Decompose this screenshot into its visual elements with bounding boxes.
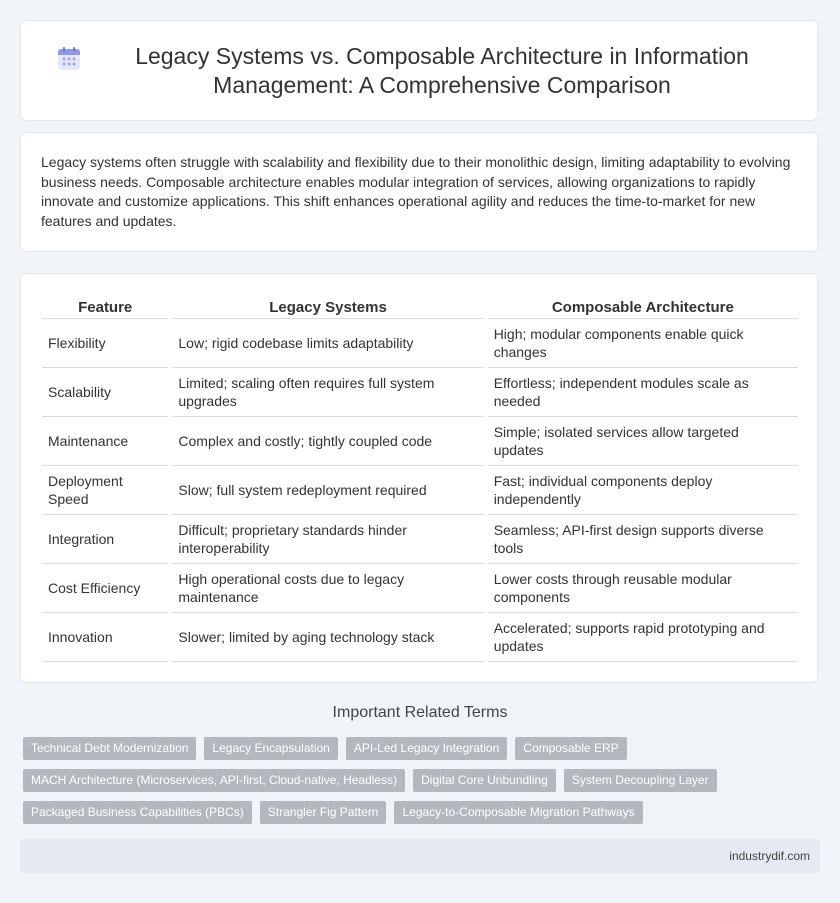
feature-cell: Innovation bbox=[42, 613, 170, 662]
header-card bbox=[20, 20, 818, 121]
related-term-tag[interactable]: Technical Debt Modernization bbox=[23, 737, 196, 760]
footer-site-link[interactable]: industrydif.com bbox=[729, 849, 810, 863]
related-term-tag[interactable]: Legacy-to-Composable Migration Pathways bbox=[394, 801, 642, 824]
related-term-tag[interactable]: System Decoupling Layer bbox=[564, 769, 717, 792]
legacy-cell: Slow; full system redeployment required bbox=[170, 466, 485, 515]
composable-cell: Simple; isolated services allow targeted updates bbox=[486, 417, 798, 466]
related-terms-list bbox=[23, 737, 803, 824]
legacy-cell: Low; rigid codebase limits adaptability bbox=[170, 319, 485, 368]
related-terms-title: Important Related Terms bbox=[332, 704, 508, 721]
feature-cell: Cost Efficiency bbox=[42, 564, 170, 613]
composable-cell: Seamless; API-first design supports diverse tools bbox=[486, 515, 798, 564]
related-term-tag[interactable]: Composable ERP bbox=[515, 737, 626, 760]
header-legacy-systems: Legacy Systems bbox=[170, 294, 485, 319]
calendar-icon bbox=[56, 46, 82, 72]
footer bbox=[20, 839, 820, 873]
related-term-tag[interactable]: Legacy Encapsulation bbox=[204, 737, 337, 760]
header-composable-architecture: Composable Architecture bbox=[486, 294, 798, 319]
feature-cell: Deployment Speed bbox=[42, 466, 170, 515]
related-term-tag[interactable]: Packaged Business Capabilities (PBCs) bbox=[23, 801, 252, 824]
table-row bbox=[42, 466, 798, 515]
intro-card bbox=[20, 132, 818, 252]
composable-cell: Accelerated; supports rapid prototyping and updates bbox=[486, 613, 798, 662]
related-term-tag[interactable]: API-Led Legacy Integration bbox=[346, 737, 507, 760]
feature-cell: Integration bbox=[42, 515, 170, 564]
legacy-cell: Slower; limited by aging technology stack bbox=[170, 613, 485, 662]
page-title: Legacy Systems vs. Composable Architecture in Information Management: A Comprehensive Comparison bbox=[135, 42, 749, 98]
related-term-tag[interactable]: Strangler Fig Pattern bbox=[260, 801, 387, 824]
comparison-table-card bbox=[20, 273, 818, 683]
related-term-tag[interactable]: Digital Core Unbundling bbox=[413, 769, 556, 792]
feature-cell: Flexibility bbox=[42, 319, 170, 368]
table-row bbox=[42, 515, 798, 564]
legacy-cell: Limited; scaling often requires full system upgrades bbox=[170, 368, 485, 417]
composable-cell: High; modular components enable quick changes bbox=[486, 319, 798, 368]
table-row bbox=[42, 319, 798, 368]
table-row bbox=[42, 368, 798, 417]
composable-cell: Effortless; independent modules scale as needed bbox=[486, 368, 798, 417]
composable-cell: Fast; individual components deploy independently bbox=[486, 466, 798, 515]
legacy-cell: High operational costs due to legacy maintenance bbox=[170, 564, 485, 613]
related-term-tag[interactable]: MACH Architecture (Microservices, API-first, Cloud-native, Headless) bbox=[23, 769, 405, 792]
comparison-table bbox=[42, 294, 798, 662]
intro-text: Legacy systems often struggle with scalability and flexibility due to their monolithic design, limiting adaptability to evolving business needs. Composable architecture enables modular integration of services, allowing organizations to rapidly innovate and customize applications. This shift enhances operational agility and reduces the time-to-market for new features and updates. bbox=[41, 154, 791, 229]
composable-cell: Lower costs through reusable modular components bbox=[486, 564, 798, 613]
legacy-cell: Difficult; proprietary standards hinder interoperability bbox=[170, 515, 485, 564]
table-row bbox=[42, 613, 798, 662]
table-row bbox=[42, 417, 798, 466]
table-row bbox=[42, 564, 798, 613]
header-feature: Feature bbox=[42, 294, 170, 319]
feature-cell: Maintenance bbox=[42, 417, 170, 466]
feature-cell: Scalability bbox=[42, 368, 170, 417]
legacy-cell: Complex and costly; tightly coupled code bbox=[170, 417, 485, 466]
table-header-row bbox=[42, 294, 798, 319]
